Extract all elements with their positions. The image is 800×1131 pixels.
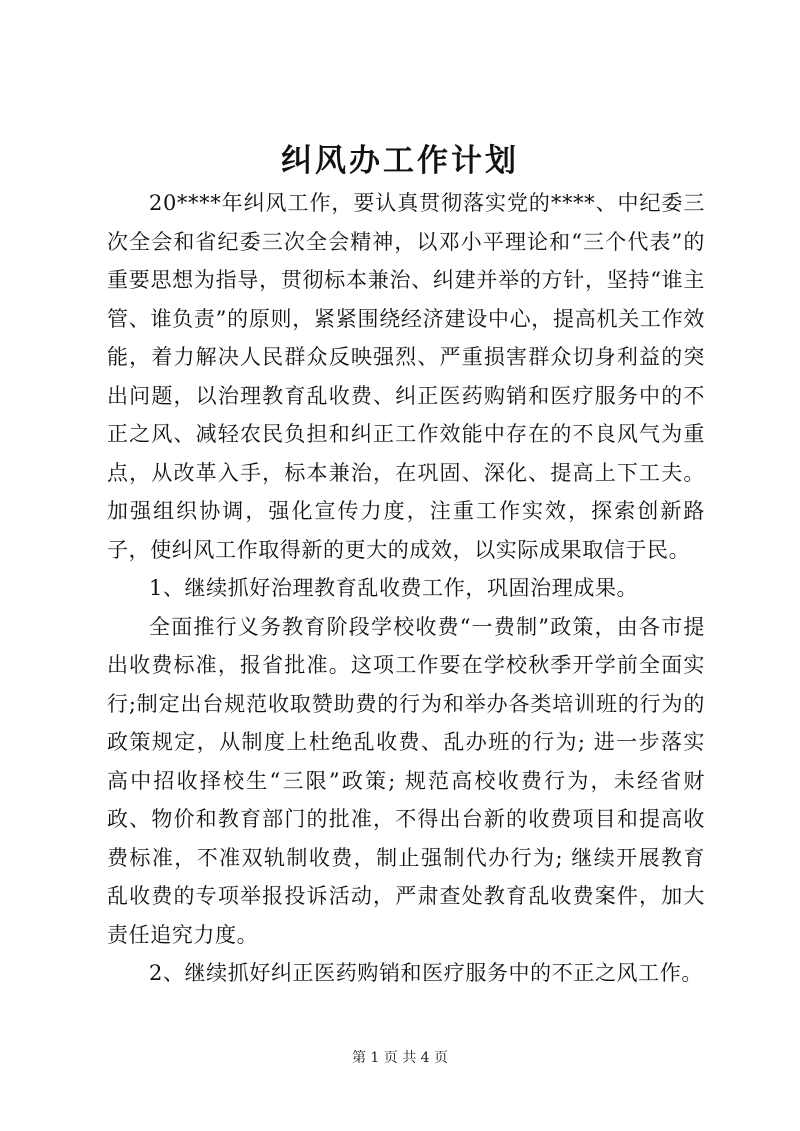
paragraph-section-1-body: 全面推行义务教育阶段学校收费“一费制”政策，由各市提出收费标准，报省批准。这项工作要在学校秋季开学前全面实行;制定出台规范收取赞助费的行为和举办各类培训班的行为的政策规定，从制度上杜绝乱收费、乱办班的行为; 进一步落实高中招收择校生“三限”政策; 规范高校收费行为，未经省财政、物价和教育部门的批准，不得出台新的收费项目和提高收费标准，不准双轨制收费，制止强制代办行为; 继续开展教育乱收费的专项举报投诉活动，严肃查处教育乱收费案件，加大责任追究力度。 (107, 614, 705, 947)
paragraph-section-1-heading: 1、继续抓好治理教育乱收费工作，巩固治理成果。 (149, 576, 639, 600)
document-title: 纠风办工作计划 (281, 143, 519, 179)
paragraph-section-2-heading: 2、继续抓好纠正医药购销和医疗服务中的不正之风工作。 (149, 961, 703, 985)
page-number-footer: 第 1 页 共 4 页 (351, 1050, 449, 1066)
paragraph-intro: 20****年纠风工作，要认真贯彻落实党的****、中纪委三次全会和省纪委三次全会精神，以邓小平理论和“三个代表”的重要思想为指导，贯彻标本兼治、纠建并举的方针，坚持“谁主管、谁负责”的原则，紧紧围绕经济建设中心，提高机关工作效能，着力解决人民群众反映强烈、严重损害群众切身利益的突出问题，以治理教育乱收费、纠正医药购销和医疗服务中的不正之风、减轻农民负担和纠正工作效能中存在的不良风气为重点，从改革入手，标本兼治，在巩固、深化、提高上下工夫。加强组织协调，强化宣传力度，注重工作实效，探索创新路子，使纠风工作取得新的更大的成效，以实际成果取信于民。 (107, 191, 705, 562)
document-body (107, 184, 705, 993)
